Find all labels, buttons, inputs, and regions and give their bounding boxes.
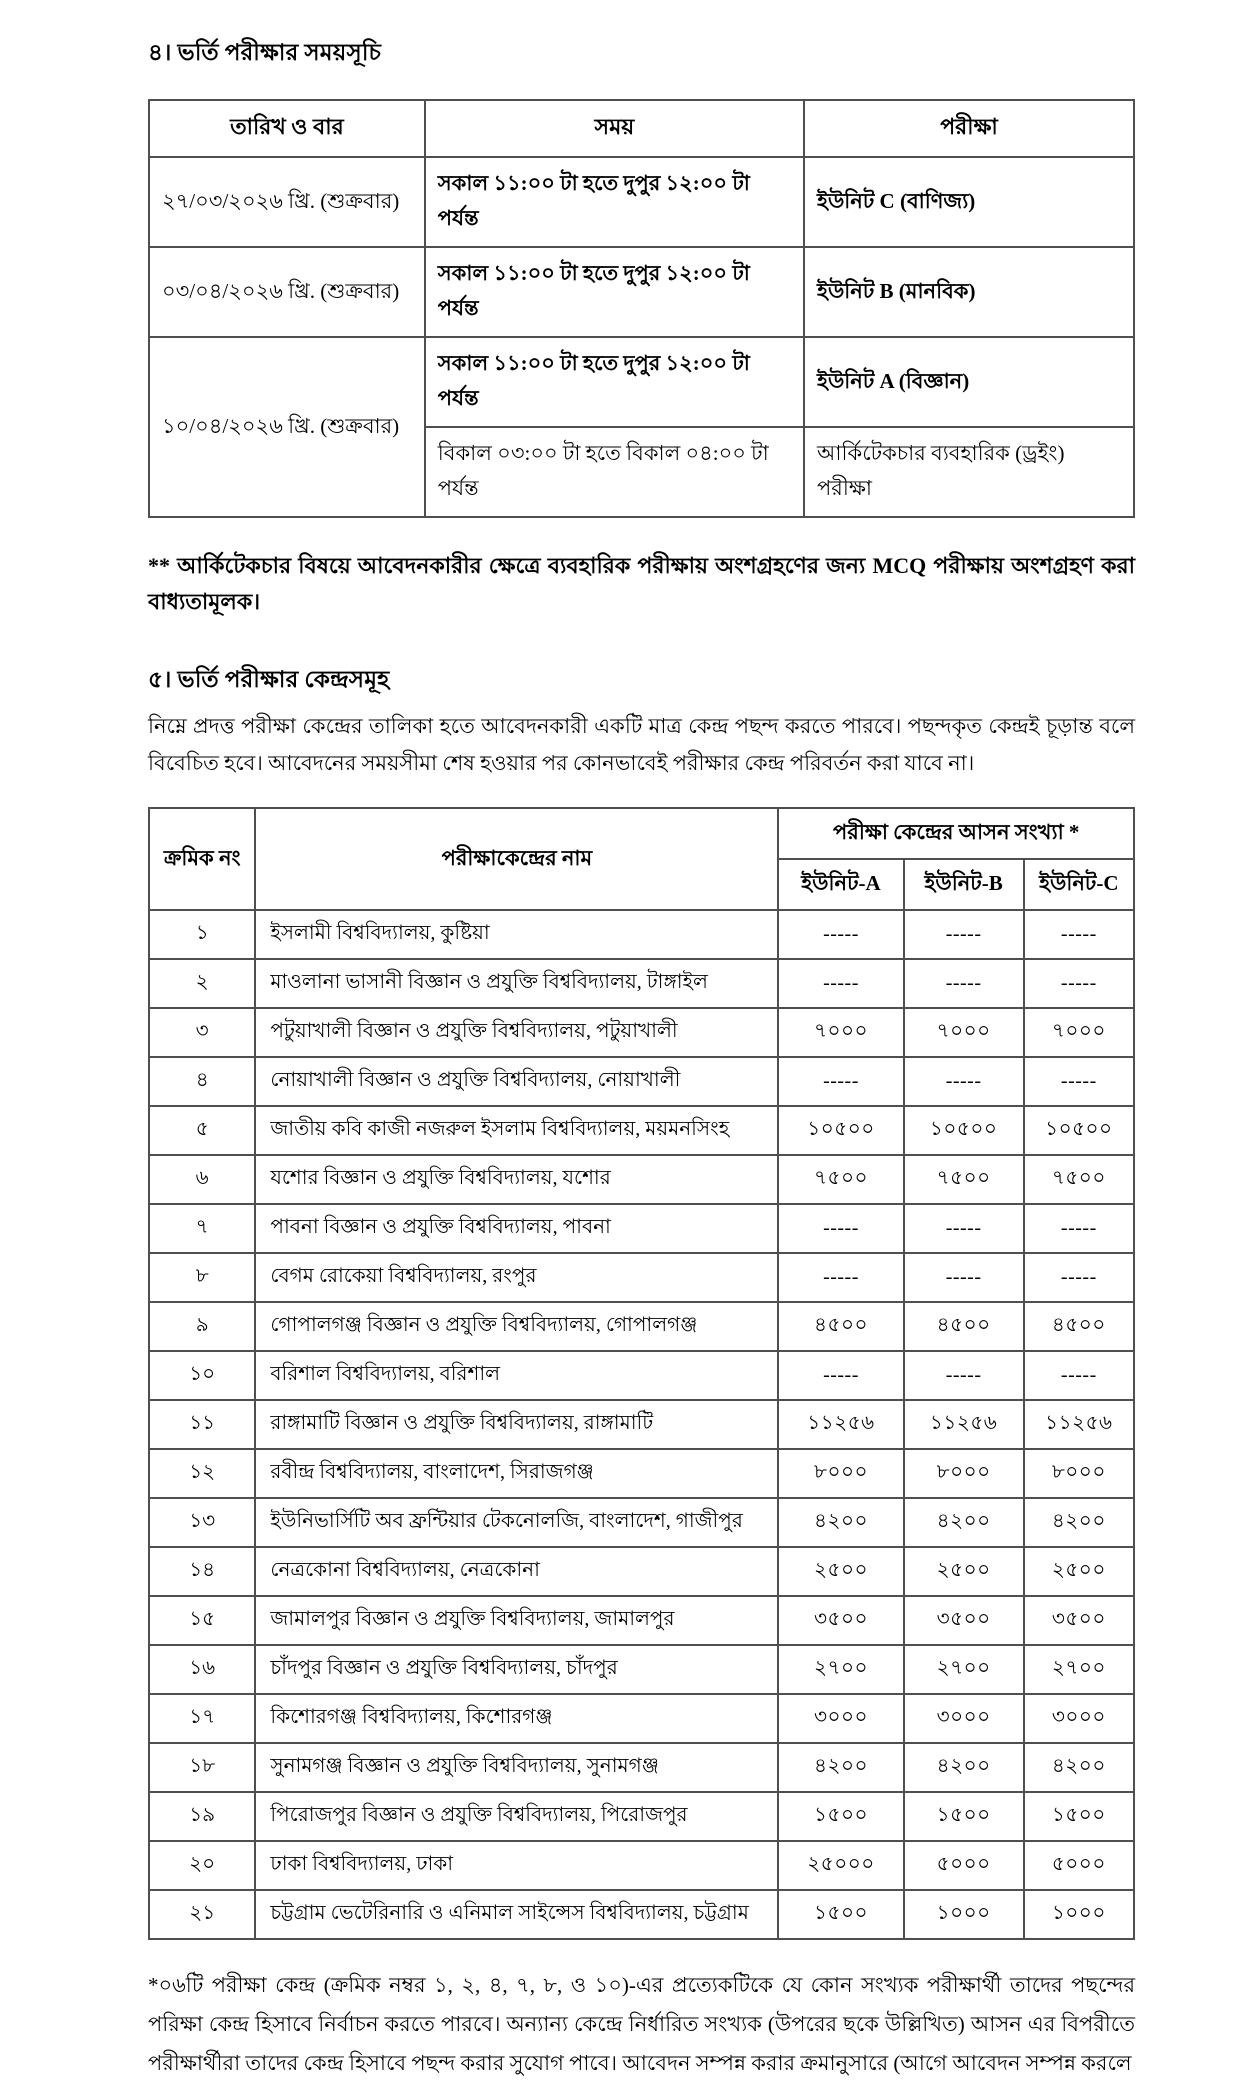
center-seats-unit-b: ১৫০০ [904, 1792, 1024, 1841]
center-seats-unit-a: ৭০০০ [778, 1008, 903, 1057]
table-row [149, 1694, 1134, 1743]
center-seats-unit-a: ----- [778, 910, 903, 959]
center-seats-unit-b: ১০৫০০ [904, 1106, 1024, 1155]
schedule-time: সকাল ১১:০০ টা হতে দুপুর ১২:০০ টা পর্যন্ত [425, 157, 804, 247]
center-name: রবীন্দ্র বিশ্ববিদ্যালয়, বাংলাদেশ, সিরাজগঞ্জ [255, 1449, 778, 1498]
schedule-row [149, 157, 1134, 247]
schedule-row [149, 247, 1134, 337]
center-name: গোপালগঞ্জ বিজ্ঞান ও প্রযুক্তি বিশ্ববিদ্যালয়, গোপালগঞ্জ [255, 1302, 778, 1351]
table-row [149, 910, 1134, 959]
center-serial: ৪ [149, 1057, 255, 1106]
center-seats-unit-c: ৪২০০ [1024, 1498, 1134, 1547]
center-seats-unit-a: ----- [778, 1351, 903, 1400]
center-serial: ৩ [149, 1008, 255, 1057]
center-seats-unit-c: ১০৫০০ [1024, 1106, 1134, 1155]
centers-col-unit-b: ইউনিট-B [904, 859, 1024, 910]
schedule-time: বিকাল ০৩:০০ টা হতে বিকাল ০৪:০০ টা পর্যন্ত [425, 427, 804, 517]
table-row [149, 1008, 1134, 1057]
center-name: মাওলানা ভাসানী বিজ্ঞান ও প্রযুক্তি বিশ্ববিদ্যালয়, টাঙ্গাইল [255, 959, 778, 1008]
center-seats-unit-a: ৪২০০ [778, 1743, 903, 1792]
center-name: সুনামগঞ্জ বিজ্ঞান ও প্রযুক্তি বিশ্ববিদ্যালয়, সুনামগঞ্জ [255, 1743, 778, 1792]
center-serial: ১৯ [149, 1792, 255, 1841]
center-seats-unit-c: ২৫০০ [1024, 1547, 1134, 1596]
center-name: পিরোজপুর বিজ্ঞান ও প্রযুক্তি বিশ্ববিদ্যালয়, পিরোজপুর [255, 1792, 778, 1841]
center-seats-unit-c: ৫০০০ [1024, 1841, 1134, 1890]
center-serial: ৫ [149, 1106, 255, 1155]
centers-intro: নিম্নে প্রদত্ত পরীক্ষা কেন্দ্রের তালিকা হতে আবেদনকারী একটি মাত্র কেন্দ্র পছন্দ করতে পারবে। পছন্দকৃত কেন্দ্রই চূড়ান্ত বলে বিবেচিত হবে। আবেদনের সময়সীমা শেষ হওয়ার পর কোনভাবেই পরীক্ষার কেন্দ্র পরিবর্তন করা যাবে না। [148, 713, 1135, 776]
table-row [149, 1890, 1134, 1939]
center-seats-unit-b: ৭০০০ [904, 1008, 1024, 1057]
center-seats-unit-c: ২৭০০ [1024, 1645, 1134, 1694]
center-seats-unit-b: ----- [904, 1204, 1024, 1253]
center-name: বেগম রোকেয়া বিশ্ববিদ্যালয়, রংপুর [255, 1253, 778, 1302]
center-seats-unit-c: ৪২০০ [1024, 1743, 1134, 1792]
center-name: চট্টগ্রাম ভেটেরিনারি ও এনিমাল সাইন্সেস বিশ্ববিদ্যালয়, চট্টগ্রাম [255, 1890, 778, 1939]
schedule-date: ১০/০৪/২০২৬ খ্রি. (শুক্রবার) [149, 337, 425, 517]
centers-col-serial: ক্রমিক নং [149, 808, 255, 910]
center-serial: ১৭ [149, 1694, 255, 1743]
center-name: চাঁদপুর বিজ্ঞান ও প্রযুক্তি বিশ্ববিদ্যালয়, চাঁদপুর [255, 1645, 778, 1694]
center-name: কিশোরগঞ্জ বিশ্ববিদ্যালয়, কিশোরগঞ্জ [255, 1694, 778, 1743]
schedule-row [149, 337, 1134, 427]
schedule-date: ২৭/০৩/২০২৬ খ্রি. (শুক্রবার) [149, 157, 425, 247]
center-seats-unit-b: ----- [904, 959, 1024, 1008]
section4-heading: ৪। ভর্তি পরীক্ষার সময়সূচি [148, 40, 382, 65]
center-seats-unit-b: ২৭০০ [904, 1645, 1024, 1694]
table-row [149, 1743, 1134, 1792]
exam-schedule-table [148, 99, 1135, 518]
centers-col-unit-c: ইউনিট-C [1024, 859, 1134, 910]
schedule-exam: ইউনিট A (বিজ্ঞান) [804, 337, 1134, 427]
center-seats-unit-b: ৪৫০০ [904, 1302, 1024, 1351]
center-serial: ৭ [149, 1204, 255, 1253]
table-row [149, 1792, 1134, 1841]
center-seats-unit-c: ৭০০০ [1024, 1008, 1134, 1057]
center-seats-unit-a: ৮০০০ [778, 1449, 903, 1498]
table-row [149, 1351, 1134, 1400]
center-serial: ১১ [149, 1400, 255, 1449]
center-seats-unit-b: ----- [904, 1253, 1024, 1302]
table-row [149, 1547, 1134, 1596]
centers-header-row [149, 808, 1134, 859]
table-row [149, 1302, 1134, 1351]
center-serial: ২০ [149, 1841, 255, 1890]
center-seats-unit-b: ৪২০০ [904, 1743, 1024, 1792]
table-row [149, 1057, 1134, 1106]
center-seats-unit-c: ১১২৫৬ [1024, 1400, 1134, 1449]
center-serial: ১৮ [149, 1743, 255, 1792]
center-seats-unit-c: ১৫০০ [1024, 1792, 1134, 1841]
centers-footnote: *০৬টি পরীক্ষা কেন্দ্র (ক্রমিক নম্বর ১, ২, ৪, ৭, ৮, ও ১০)-এর প্রত্যেকটিকে যে কোন সংখ্যক পরীক্ষার্থী তাদের পছন্দের পরিক্ষা কেন্দ্র হিসাবে নির্বাচন করতে পারবে। অন্যান্য কেন্দ্রে নির্ধারিত সংখ্যক (উপরের ছকে উল্লিখিত) আসন এর বিপরীতে পরীক্ষার্থীরা তাদের কেন্দ্র হিসাবে পছন্দ করার সুযোগ পাবে। আবেদন সম্পন্ন করার ক্রমানুসারে (আগে আবেদন সম্পন্ন করলে [148, 1973, 1135, 2075]
table-row [149, 1253, 1134, 1302]
center-name: জাতীয় কবি কাজী নজরুল ইসলাম বিশ্ববিদ্যালয়, ময়মনসিংহ [255, 1106, 778, 1155]
center-seats-unit-c: ৩৫০০ [1024, 1596, 1134, 1645]
center-seats-unit-b: ১০০০ [904, 1890, 1024, 1939]
center-serial: ২ [149, 959, 255, 1008]
schedule-col-time: সময় [425, 100, 804, 157]
center-serial: ১৬ [149, 1645, 255, 1694]
schedule-exam: ইউনিট C (বাণিজ্য) [804, 157, 1134, 247]
table-row [149, 1596, 1134, 1645]
center-seats-unit-a: ২৫০০ [778, 1547, 903, 1596]
center-seats-unit-c: ----- [1024, 1351, 1134, 1400]
center-seats-unit-a: ৭৫০০ [778, 1155, 903, 1204]
exam-centers-table [148, 807, 1135, 1940]
center-name: যশোর বিজ্ঞান ও প্রযুক্তি বিশ্ববিদ্যালয়, যশোর [255, 1155, 778, 1204]
architecture-note: ** আর্কিটেকচার বিষয়ে আবেদনকারীর ক্ষেত্রে ব্যবহারিক পরীক্ষায় অংশগ্রহণের জন্য MCQ পরীক্ষায় অংশগ্রহণ করা বাধ্যতামূলক। [148, 553, 1135, 615]
center-seats-unit-a: ২৭০০ [778, 1645, 903, 1694]
center-seats-unit-c: ----- [1024, 1253, 1134, 1302]
center-seats-unit-a: ৪২০০ [778, 1498, 903, 1547]
centers-col-name: পরীক্ষাকেন্দ্রের নাম [255, 808, 778, 910]
schedule-date: ০৩/০৪/২০২৬ খ্রি. (শুক্রবার) [149, 247, 425, 337]
center-name: পাবনা বিজ্ঞান ও প্রযুক্তি বিশ্ববিদ্যালয়, পাবনা [255, 1204, 778, 1253]
center-seats-unit-a: ১০৫০০ [778, 1106, 903, 1155]
table-row [149, 959, 1134, 1008]
center-seats-unit-a: ----- [778, 1057, 903, 1106]
center-serial: ১ [149, 910, 255, 959]
schedule-exam: ইউনিট B (মানবিক) [804, 247, 1134, 337]
center-seats-unit-c: ----- [1024, 910, 1134, 959]
center-serial: ৯ [149, 1302, 255, 1351]
center-seats-unit-b: ----- [904, 1057, 1024, 1106]
center-serial: ১২ [149, 1449, 255, 1498]
center-seats-unit-b: ২৫০০ [904, 1547, 1024, 1596]
center-seats-unit-a: ----- [778, 1253, 903, 1302]
center-seats-unit-b: ৭৫০০ [904, 1155, 1024, 1204]
center-seats-unit-b: ৪২০০ [904, 1498, 1024, 1547]
center-name: রাঙ্গামাটি বিজ্ঞান ও প্রযুক্তি বিশ্ববিদ্যালয়, রাঙ্গামাটি [255, 1400, 778, 1449]
table-row [149, 1645, 1134, 1694]
center-seats-unit-a: ----- [778, 959, 903, 1008]
section5-heading: ৫। ভর্তি পরীক্ষার কেন্দ্রসমূহ [148, 666, 390, 692]
center-seats-unit-a: ২৫০০০ [778, 1841, 903, 1890]
center-seats-unit-c: ৪৫০০ [1024, 1302, 1134, 1351]
center-seats-unit-c: ১০০০ [1024, 1890, 1134, 1939]
center-seats-unit-b: ----- [904, 910, 1024, 959]
center-name: বরিশাল বিশ্ববিদ্যালয়, বরিশাল [255, 1351, 778, 1400]
schedule-exam: আর্কিটেকচার ব্যবহারিক (ড্রইং) পরীক্ষা [804, 427, 1134, 517]
center-serial: ৮ [149, 1253, 255, 1302]
center-name: জামালপুর বিজ্ঞান ও প্রযুক্তি বিশ্ববিদ্যালয়, জামালপুর [255, 1596, 778, 1645]
schedule-col-exam: পরীক্ষা [804, 100, 1134, 157]
center-serial: ১৫ [149, 1596, 255, 1645]
center-name: নেত্রকোনা বিশ্ববিদ্যালয়, নেত্রকোনা [255, 1547, 778, 1596]
center-seats-unit-c: ----- [1024, 959, 1134, 1008]
center-seats-unit-a: ৪৫০০ [778, 1302, 903, 1351]
center-seats-unit-c: ৭৫০০ [1024, 1155, 1134, 1204]
table-row [149, 1449, 1134, 1498]
center-seats-unit-b: ৩০০০ [904, 1694, 1024, 1743]
center-seats-unit-b: ৮০০০ [904, 1449, 1024, 1498]
center-serial: ১০ [149, 1351, 255, 1400]
center-serial: ১৩ [149, 1498, 255, 1547]
schedule-time: সকাল ১১:০০ টা হতে দুপুর ১২:০০ টা পর্যন্ত [425, 247, 804, 337]
center-seats-unit-a: ১১২৫৬ [778, 1400, 903, 1449]
center-serial: ৬ [149, 1155, 255, 1204]
center-serial: ২১ [149, 1890, 255, 1939]
center-seats-unit-a: ----- [778, 1204, 903, 1253]
center-seats-unit-c: ----- [1024, 1057, 1134, 1106]
center-seats-unit-a: ১৫০০ [778, 1890, 903, 1939]
table-row [149, 1400, 1134, 1449]
center-seats-unit-c: ৮০০০ [1024, 1449, 1134, 1498]
center-seats-unit-a: ৩৫০০ [778, 1596, 903, 1645]
table-row [149, 1106, 1134, 1155]
schedule-time: সকাল ১১:০০ টা হতে দুপুর ১২:০০ টা পর্যন্ত [425, 337, 804, 427]
centers-col-unit-a: ইউনিট-A [778, 859, 903, 910]
center-seats-unit-b: ৫০০০ [904, 1841, 1024, 1890]
table-row [149, 1204, 1134, 1253]
schedule-header-row [149, 100, 1134, 157]
center-seats-unit-b: ১১২৫৬ [904, 1400, 1024, 1449]
center-name: পটুয়াখালী বিজ্ঞান ও প্রযুক্তি বিশ্ববিদ্যালয়, পটুয়াখালী [255, 1008, 778, 1057]
center-seats-unit-c: ৩০০০ [1024, 1694, 1134, 1743]
table-row [149, 1155, 1134, 1204]
center-name: নোয়াখালী বিজ্ঞান ও প্রযুক্তি বিশ্ববিদ্যালয়, নোয়াখালী [255, 1057, 778, 1106]
center-serial: ১৪ [149, 1547, 255, 1596]
schedule-col-date: তারিখ ও বার [149, 100, 425, 157]
center-seats-unit-a: ১৫০০ [778, 1792, 903, 1841]
center-seats-unit-b: ----- [904, 1351, 1024, 1400]
centers-col-seats: পরীক্ষা কেন্দ্রের আসন সংখ্যা * [778, 808, 1134, 859]
center-name: ইউনিভার্সিটি অব ফ্রন্টিয়ার টেকনোলজি, বাংলাদেশ, গাজীপুর [255, 1498, 778, 1547]
center-seats-unit-c: ----- [1024, 1204, 1134, 1253]
center-name: ইসলামী বিশ্ববিদ্যালয়, কুষ্টিয়া [255, 910, 778, 959]
center-seats-unit-a: ৩০০০ [778, 1694, 903, 1743]
table-row [149, 1841, 1134, 1890]
center-seats-unit-b: ৩৫০০ [904, 1596, 1024, 1645]
center-name: ঢাকা বিশ্ববিদ্যালয়, ঢাকা [255, 1841, 778, 1890]
